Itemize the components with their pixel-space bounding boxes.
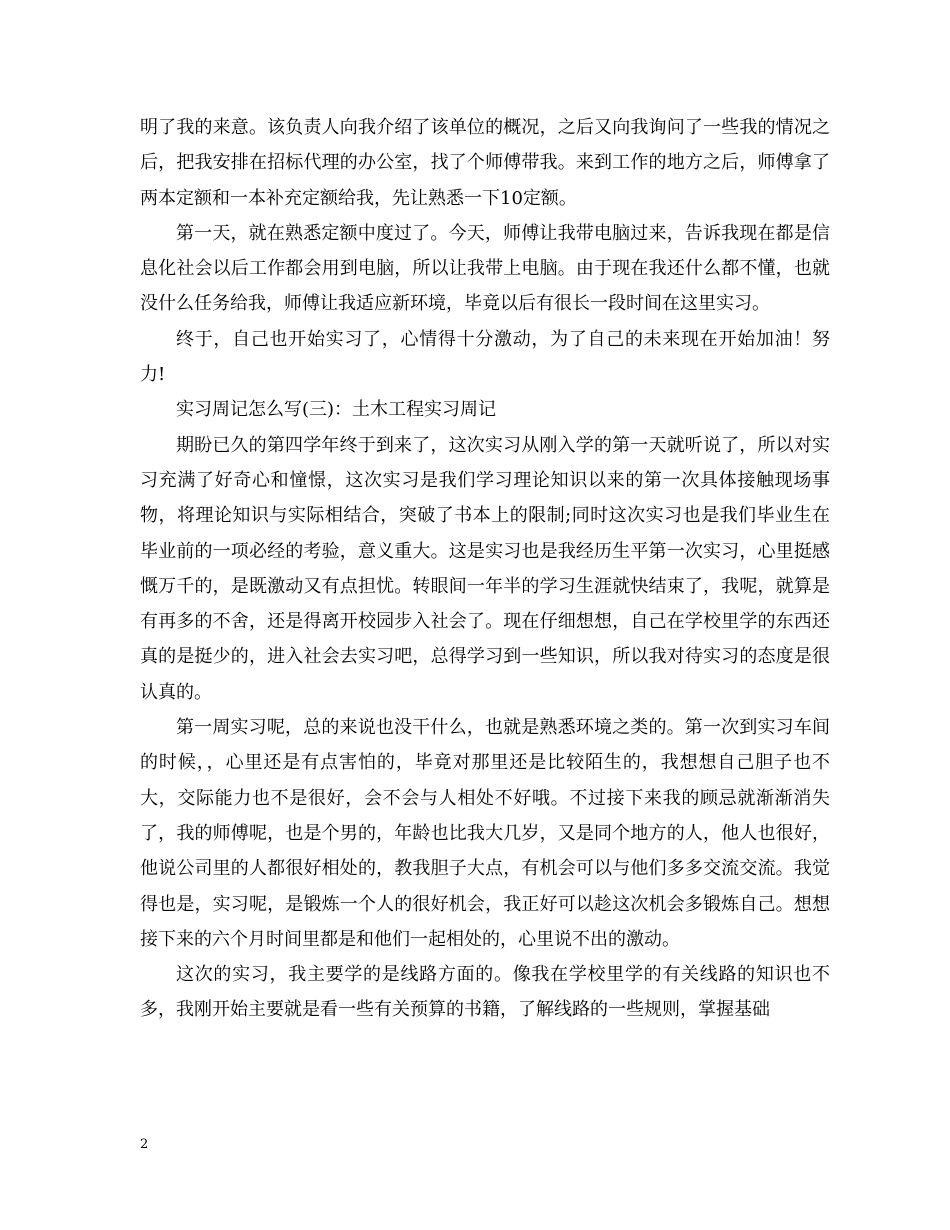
page-number: 2 <box>140 1137 149 1152</box>
paragraph: 明了我的来意。该负责人向我介绍了该单位的概况，之后又向我询问了一些我的情况之后，把我安排在招标代理的办公室，找了个师傅带我。来到工作的地方之后，师傅拿了两本定额和一本补充定额给我，先让熟悉一下10定额。 <box>140 117 830 209</box>
section-heading: 实习周记怎么写(三)：土木工程实习周记 <box>176 399 497 421</box>
body-text <box>140 110 830 1028</box>
paragraph: 期盼已久的第四学年终于到来了，这次实习从刚入学的第一天就听说了，所以对实习充满了好奇心和憧憬，这次实习是我们学习理论知识以来的第一次具体接触现场事物，将理论知识与实际相结合，突破了书本上的限制;同时这次实习也是我们毕业生在毕业前的一项必经的考验，意义重大。这是实习也是我经历生平第一次实习，心里挺感慨万千的，是既激动又有点担忧。转眼间一年半的学习生涯就快结束了，我呢，就算是有再多的不舍，还是得离开校园步入社会了。现在仔细想想，自己在学校里学的东西还真的是挺少的，进入社会去实习吧，总得学习到一些知识，所以我对待实习的态度是很认真的。 <box>140 434 830 703</box>
paragraph: 第一周实习呢，总的来说也没干什么，也就是熟悉环境之类的。第一次到实习车间的时候，，心里还是有点害怕的，毕竟对那里还是比较陌生的，我想想自己胆子也不大，交际能力也不是很好，会不会与人相处不好哦。不过接下来我的顾忌就渐渐消失了，我的师傅呢，也是个男的，年龄也比我大几岁，又是同个地方的人，他人也很好，他说公司里的人都很好相处的，教我胆子大点，有机会可以与他们多多交流交流。我觉得也是，实习呢，是锻炼一个人的很好机会，我正好可以趁这次机会多锻炼自己。想想接下来的六个月时间里都是和他们一起相处的，心里说不出的激动。 <box>140 717 830 950</box>
paragraph: 这次的实习，我主要学的是线路方面的。像我在学校里学的有关线路的知识也不多，我刚开始主要就是看一些有关预算的书籍，了解线路的一些规则，掌握基础 <box>140 964 830 1021</box>
paragraph: 第一天，就在熟悉定额中度过了。今天，师傅让我带电脑过来，告诉我现在都是信息化社会以后工作都会用到电脑，所以让我带上电脑。由于现在我还什么都不懂，也就没什么任务给我，师傅让我适应新环境，毕竟以后有很长一段时间在这里实习。 <box>140 222 830 315</box>
paragraph: 终于，自己也开始实习了，心情得十分激动，为了自己的未来现在开始加油！努力! <box>140 328 830 386</box>
